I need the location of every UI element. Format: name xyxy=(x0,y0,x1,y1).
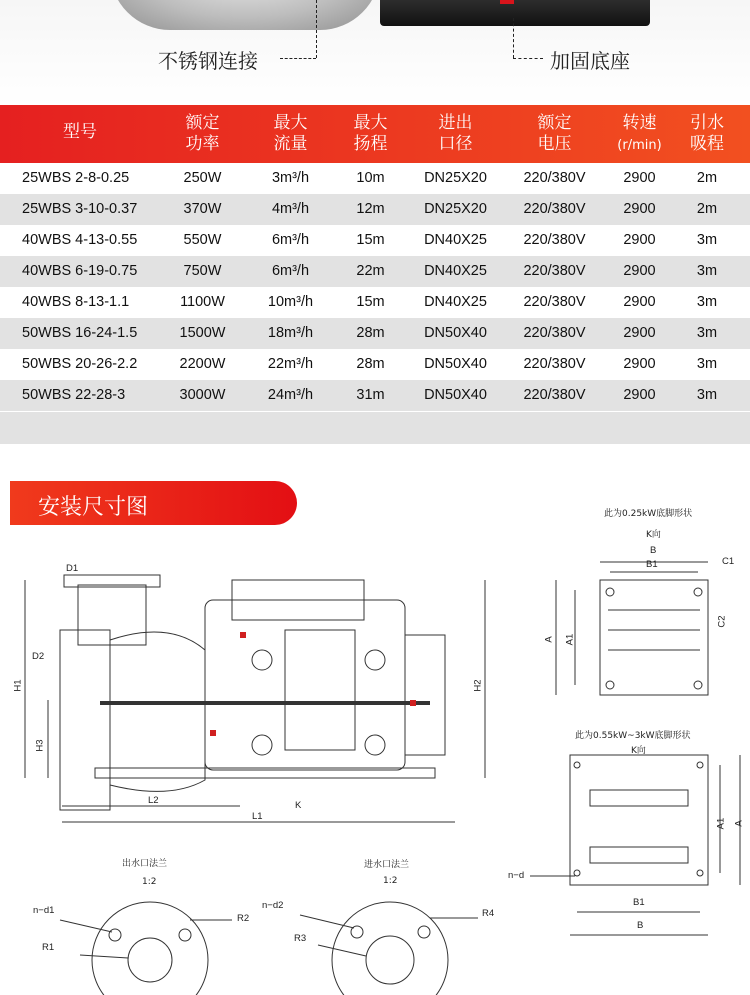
cell-flow: 22m³/h xyxy=(267,356,314,372)
outlet-flange-scale: 1:2 xyxy=(142,877,157,887)
bearing-top-2 xyxy=(365,650,385,670)
table-row xyxy=(0,349,750,380)
outlet-flange-bolt-hole xyxy=(109,929,121,941)
small-base-b1: B1 xyxy=(646,559,658,570)
cell-bore: DN50X40 xyxy=(424,356,487,372)
red-marker xyxy=(410,700,416,706)
cell-voltage: 220/380V xyxy=(523,356,586,372)
callout-dash-right xyxy=(513,58,543,59)
cell-model: 25WBS 3-10-0.37 xyxy=(22,201,138,217)
label-k: K xyxy=(295,800,302,811)
th-model: 型号 xyxy=(63,122,97,142)
small-base-hole xyxy=(694,681,702,689)
cell-flow: 10m³/h xyxy=(267,294,314,310)
large-base-hole xyxy=(574,870,580,876)
label-r4: R4 xyxy=(482,908,495,919)
cell-suction: 3m xyxy=(696,325,718,341)
leader-nd1 xyxy=(60,920,112,932)
cell-head: 10m xyxy=(356,170,385,186)
cell-power: 1500W xyxy=(179,325,226,341)
large-base-b1: B1 xyxy=(633,897,645,908)
label-l2: L2 xyxy=(148,795,159,806)
large-base-slot-top xyxy=(590,790,688,806)
large-base-slot-bottom xyxy=(590,847,688,863)
cell-head: 15m xyxy=(356,232,385,248)
outlet-pipe-outline xyxy=(78,585,146,645)
cell-voltage: 220/380V xyxy=(523,232,586,248)
cell-voltage: 220/380V xyxy=(523,387,586,403)
cell-suction: 3m xyxy=(696,294,718,310)
spec-table-header xyxy=(0,105,750,163)
th-flow: 最大 流量 xyxy=(273,113,308,154)
inlet-flange-circle xyxy=(332,902,448,995)
bearing-top xyxy=(252,650,272,670)
small-base-a1: A1 xyxy=(564,633,576,646)
cell-flow: 6m³/h xyxy=(271,232,310,248)
cell-speed: 2900 xyxy=(623,294,656,310)
cell-speed: 2900 xyxy=(623,263,656,279)
th-voltage: 额定 电压 xyxy=(537,113,572,154)
inlet-flange-bore xyxy=(366,936,414,984)
cell-voltage: 220/380V xyxy=(523,201,586,217)
cell-power: 750W xyxy=(183,263,222,279)
cell-flow: 6m³/h xyxy=(271,263,310,279)
cell-suction: 3m xyxy=(696,232,718,248)
cell-model: 40WBS 6-19-0.75 xyxy=(22,263,138,279)
table-row xyxy=(0,225,750,256)
cell-speed: 2900 xyxy=(623,356,656,372)
small-base-a: A xyxy=(543,636,555,643)
leader-r1 xyxy=(80,955,128,958)
red-marker xyxy=(240,632,246,638)
small-base-caption: 此为0.25kW底脚形状 xyxy=(604,509,693,519)
cell-power: 3000W xyxy=(179,387,226,403)
table-row xyxy=(0,380,750,411)
cell-model: 50WBS 16-24-1.5 xyxy=(22,325,138,341)
inlet-flange-outline xyxy=(60,630,110,810)
label-r3: R3 xyxy=(294,933,307,944)
label-h3: H3 xyxy=(34,739,46,752)
product-photo xyxy=(0,0,750,105)
small-base-c1: C1 xyxy=(722,556,735,567)
cell-suction: 3m xyxy=(696,387,718,403)
pump-body-image xyxy=(110,0,380,30)
label-r1: R1 xyxy=(42,942,55,953)
cell-power: 370W xyxy=(183,201,222,217)
callout-line-right xyxy=(513,18,514,58)
fan-cover-outline xyxy=(405,635,445,755)
cell-speed: 2900 xyxy=(623,387,656,403)
small-base-hole xyxy=(606,681,614,689)
large-base-kdir: K向 xyxy=(631,746,646,756)
outlet-flange-circle xyxy=(92,902,208,995)
reinforced-base-label: 加固底座 xyxy=(550,49,630,73)
small-base-c2: C2 xyxy=(716,615,728,628)
label-d1: D1 xyxy=(66,563,79,574)
label-r2: R2 xyxy=(237,913,250,924)
large-base-a1: A1 xyxy=(715,817,727,830)
table-footer-band xyxy=(0,412,750,444)
th-power: 额定 功率 xyxy=(185,113,220,154)
outlet-flange-bolt-hole xyxy=(179,929,191,941)
cell-model: 50WBS 20-26-2.2 xyxy=(22,356,138,372)
section-title: 安装尺寸图 xyxy=(38,495,149,520)
cell-suction: 3m xyxy=(696,263,718,279)
inlet-flange-scale: 1:2 xyxy=(383,876,398,886)
small-base-b: B xyxy=(650,545,657,556)
callout-line-left xyxy=(316,0,317,58)
cell-flow: 3m³/h xyxy=(271,170,310,186)
small-base-kdir: K向 xyxy=(646,530,661,540)
cell-voltage: 220/380V xyxy=(523,170,586,186)
cell-bore: DN40X25 xyxy=(424,263,487,279)
cell-bore: DN50X40 xyxy=(424,325,487,341)
outlet-flange-caption: 出水口法兰 xyxy=(122,859,168,869)
cell-voltage: 220/380V xyxy=(523,294,586,310)
stator-outline xyxy=(285,630,355,750)
cell-power: 2200W xyxy=(179,356,226,372)
cell-head: 28m xyxy=(356,325,385,341)
table-row xyxy=(0,163,750,194)
cell-speed: 2900 xyxy=(623,232,656,248)
cell-head: 28m xyxy=(356,356,385,372)
large-base-b: B xyxy=(637,920,644,931)
cell-power: 550W xyxy=(183,232,222,248)
leader-nd2 xyxy=(300,915,354,928)
cell-speed: 2900 xyxy=(623,170,656,186)
large-base-a: A xyxy=(733,820,745,827)
pump-base-image xyxy=(380,0,650,26)
cell-flow: 24m³/h xyxy=(267,387,314,403)
cell-bore: DN25X20 xyxy=(424,201,487,217)
cell-bore: DN40X25 xyxy=(424,232,487,248)
table-row xyxy=(0,287,750,318)
table-row xyxy=(0,194,750,225)
leader-r3 xyxy=(318,945,366,956)
cell-flow: 18m³/h xyxy=(267,325,314,341)
cell-head: 12m xyxy=(356,201,385,217)
cell-head: 31m xyxy=(356,387,385,403)
inlet-flange-bolt-hole xyxy=(418,926,430,938)
cell-model: 25WBS 2-8-0.25 xyxy=(22,170,130,186)
small-base-hole xyxy=(606,588,614,596)
stainless-connection-label: 不锈钢连接 xyxy=(158,49,258,73)
large-base-caption: 此为0.55kW~3kW底脚形状 xyxy=(575,731,691,741)
cell-model: 50WBS 22-28-3 xyxy=(22,387,126,403)
cell-speed: 2900 xyxy=(623,325,656,341)
cell-bore: DN25X20 xyxy=(424,170,487,186)
outlet-flange-bore xyxy=(128,938,172,982)
cell-flow: 4m³/h xyxy=(271,201,310,217)
callout-dash-left xyxy=(280,58,316,59)
table-row xyxy=(0,256,750,287)
label-nd2: n−d2 xyxy=(262,900,284,911)
cell-power: 1100W xyxy=(180,294,225,310)
bearing-bottom xyxy=(252,735,272,755)
th-suction: 引水 吸程 xyxy=(690,113,724,154)
th-speed: 转速 (r/min) xyxy=(617,113,662,153)
cell-head: 22m xyxy=(356,263,385,279)
th-head: 最大 扬程 xyxy=(353,113,388,154)
cell-speed: 2900 xyxy=(623,201,656,217)
red-marker xyxy=(210,730,216,736)
large-base-hole xyxy=(697,870,703,876)
bearing-bottom-2 xyxy=(365,735,385,755)
cell-model: 40WBS 8-13-1.1 xyxy=(22,294,130,310)
cell-bore: DN40X25 xyxy=(424,294,487,310)
label-d2: D2 xyxy=(32,651,45,662)
cell-suction: 3m xyxy=(696,356,718,372)
large-base-outline xyxy=(570,755,708,885)
label-nd1: n−d1 xyxy=(33,905,55,916)
large-base-nd: n−d xyxy=(508,870,525,881)
table-row xyxy=(0,318,750,349)
label-h2: H2 xyxy=(472,679,484,692)
cell-power: 250W xyxy=(183,170,222,186)
small-base-outline xyxy=(600,580,708,695)
motor-housing-outline xyxy=(205,600,405,770)
cell-suction: 2m xyxy=(696,201,718,217)
label-l1: L1 xyxy=(252,811,263,822)
cell-voltage: 220/380V xyxy=(523,263,586,279)
large-base-hole xyxy=(697,762,703,768)
cell-model: 40WBS 4-13-0.55 xyxy=(22,232,138,248)
cell-suction: 2m xyxy=(696,170,718,186)
base-accent xyxy=(500,0,514,4)
th-bore: 进出 口径 xyxy=(438,113,473,154)
cell-bore: DN50X40 xyxy=(424,387,487,403)
cell-voltage: 220/380V xyxy=(523,325,586,341)
large-base-hole xyxy=(574,762,580,768)
cell-head: 15m xyxy=(356,294,385,310)
inlet-flange-caption: 进水口法兰 xyxy=(364,860,410,870)
small-base-hole xyxy=(694,588,702,596)
label-h1: H1 xyxy=(12,679,24,692)
